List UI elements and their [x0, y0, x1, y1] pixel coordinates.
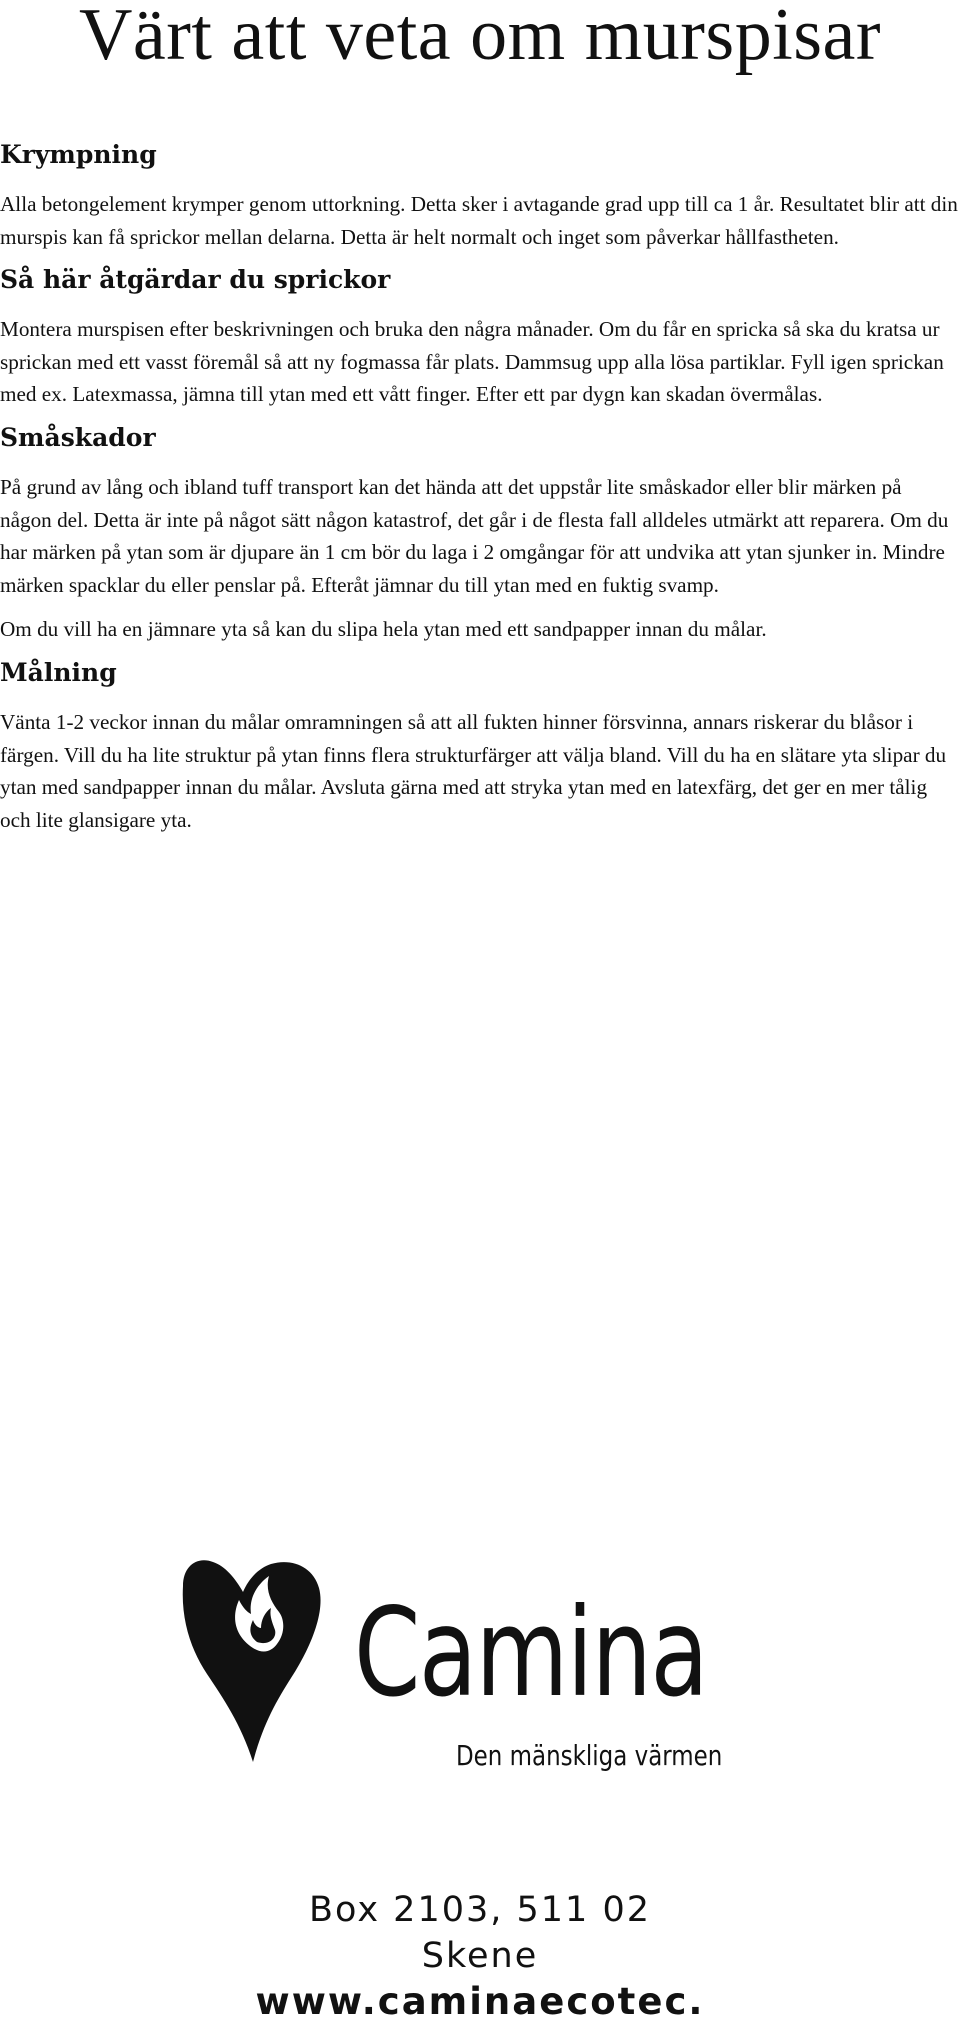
paragraph: Om du vill ha en jämnare yta så kan du slipa hela ytan med ett sandpapper innan du målar.	[0, 617, 767, 642]
address-line-2: Skene	[421, 1936, 539, 1976]
drop-shape	[183, 1560, 321, 1762]
page-title: Värt att veta om murspisar	[78, 0, 882, 76]
brand-name: Camina	[354, 1582, 708, 1724]
camina-logo	[168, 1548, 818, 1778]
paragraph: På grund av lång och ibland tuff transport kan det hända att det uppstår lite småskador eller blir märken på någon del. Detta är inte på något sätt någon katastrof, det går i de flesta fall alldeles utmärkt att reparera. Om du har märken på ytan som är djupare än 1 cm bör du laga i 2 omgångar för att undvika att ytan sjunker in. Mindre märken spacklar du eller penslar på. Efteråt jämnar du till ytan med en fuktig svamp.	[0, 474, 949, 597]
address-line-1: Box 2103, 511 02	[309, 1890, 651, 1930]
flame-drop-icon	[173, 1548, 333, 1766]
website-link[interactable]: www.caminaecotec.	[255, 1980, 705, 2023]
section-malning	[0, 658, 958, 836]
paragraph: Montera murspisen efter beskrivningen och bruka den några månader. Om du får en spricka så ska du kratsa ur sprickan med ett vasst föremål så att ny fogmassa får plats. Dammsug upp alla lösa partiklar. Fyll igen sprickan med ex. Latexmassa, jämna till ytan med ett vått finger. Efter ett par dygn kan skadan övermålas.	[0, 317, 944, 407]
paragraph: Vänta 1-2 veckor innan du målar omramningen så att all fukten hinner försvinna, annars riskerar du blåsor i färgen. Vill du ha lite struktur på ytan finns flera strukturfärger att välja bland. Vill du ha en slätare yta slipar du ytan med sandpapper innan du målar. Avsluta gärna med att stryka ytan med en latexfärg, det ger en mer tålig och lite glansigare yta.	[0, 709, 947, 832]
brand-tagline: Den mänskliga värmen	[456, 1739, 723, 1772]
section-heading: Krympning	[0, 140, 157, 169]
section-heading: Målning	[0, 657, 117, 687]
section-heading: Så här åtgärdar du sprickor	[0, 265, 391, 295]
section-heading: Småskador	[0, 422, 156, 452]
footer-address	[0, 1887, 960, 2025]
section-sprickor	[0, 265, 958, 411]
section-krympning	[0, 140, 958, 253]
section-smaskador	[0, 423, 958, 646]
paragraph: Alla betongelement krymper genom uttorkning. Detta sker i avtagande grad upp till ca 1 år. Resultatet blir att din murspis kan få sprickor mellan delarna. Detta är helt normalt och inget som påverkar hållfastheten.	[0, 192, 958, 249]
document-body	[0, 140, 958, 848]
